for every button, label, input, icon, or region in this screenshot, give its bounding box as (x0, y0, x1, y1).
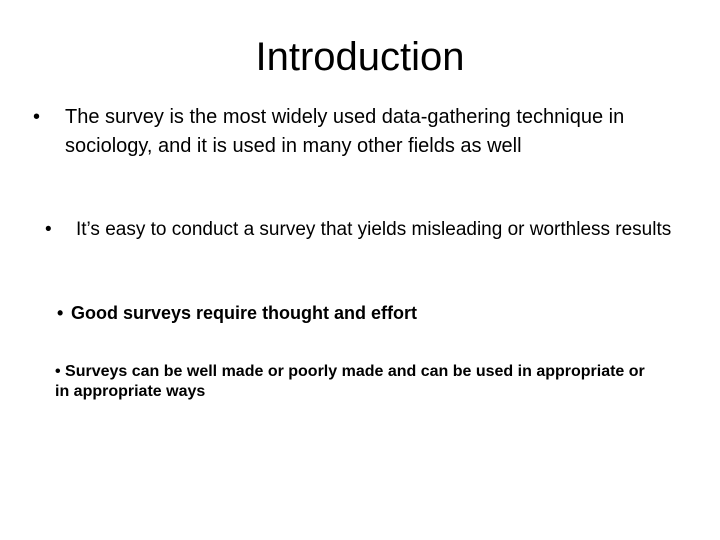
bullet-dot-icon: • (33, 106, 41, 128)
slide-title: Introduction (255, 35, 465, 79)
bullet-item-4 (55, 362, 655, 402)
bullet-dot-icon: • (55, 363, 66, 380)
bullet-item-3 (57, 299, 697, 327)
bullet-dot-icon: • (45, 219, 52, 240)
bullet-text: Surveys can be well made or poorly made and can be used in appropriate or in appropriate ways (55, 363, 645, 400)
bullet-item-2 (45, 215, 705, 244)
bullet-text: Good surveys require thought and effort (71, 303, 418, 323)
bullet-item-1 (33, 103, 673, 161)
bullet-dot-icon: • (57, 303, 64, 323)
bullet-text: It’s easy to conduct a survey that yields misleading or worthless results (76, 219, 672, 240)
bullet-text: The survey is the most widely used data-gathering technique in sociology, and it is used in many other fields as well (65, 106, 625, 157)
